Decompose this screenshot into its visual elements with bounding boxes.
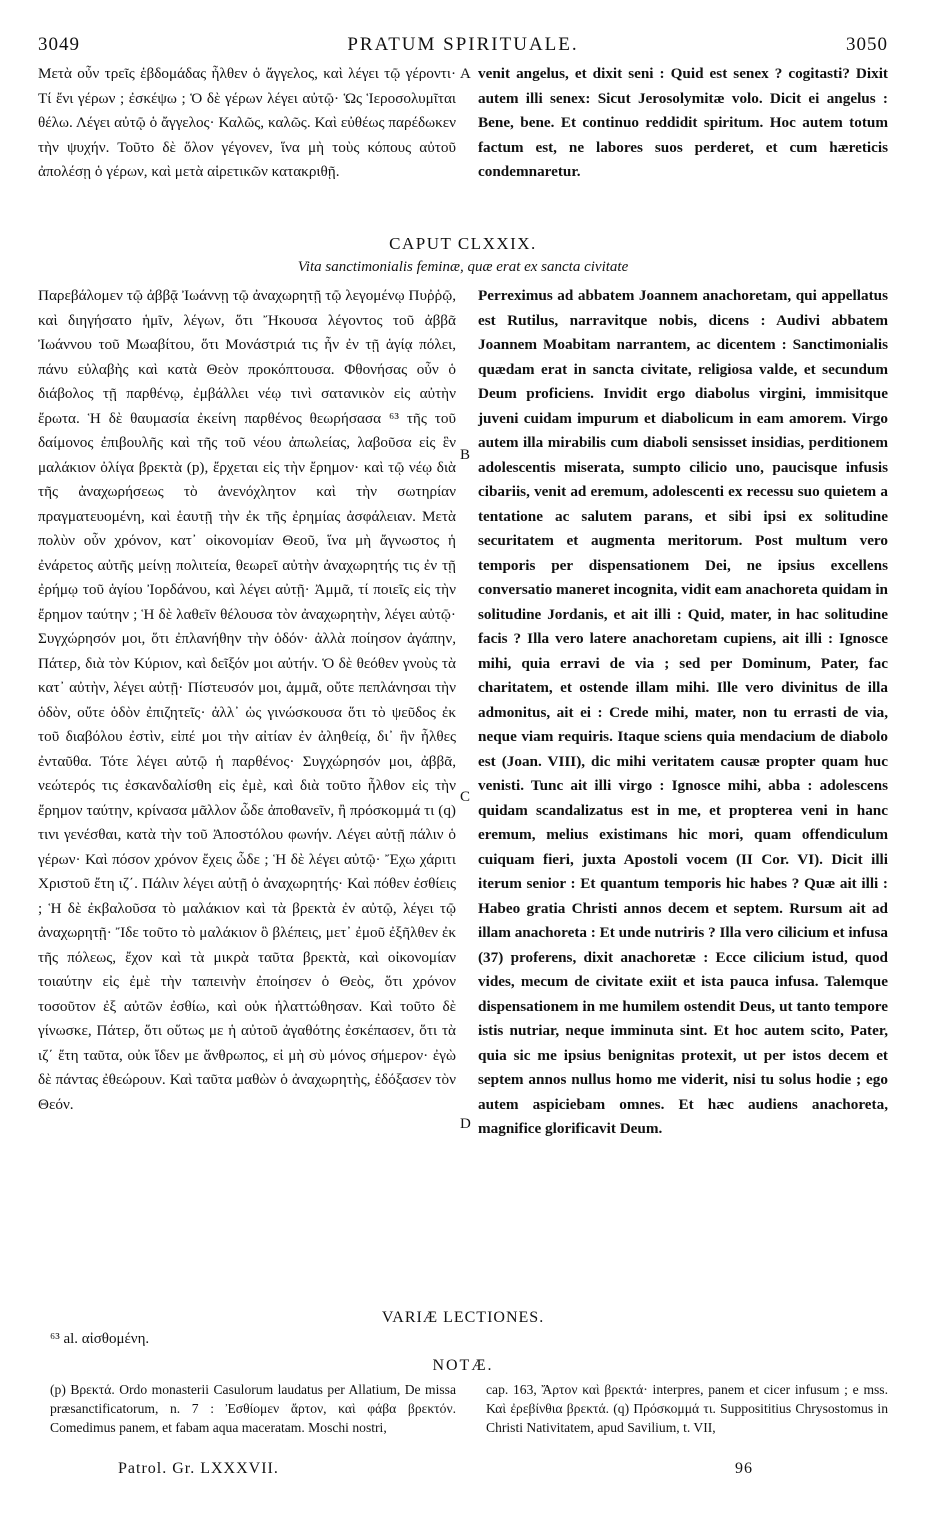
- greek-text-main: Παρεβάλομεν τῷ ἀββᾷ Ἰωάννῃ τῷ ἀναχωρητῇ τῷ λεγομένῳ Πυῤῥῷ, καὶ διηγήσατο ἡμῖν, λέγων, ὅτι Ἤκουσα λέγοντος τοῦ ἀββᾶ Ἰωάννου τοῦ Μωαβίτου, ὅτι Μονάστριά τις ἦν ἐν τῇ ἁγίᾳ πόλει, πάνυ εὐλαβὴς καὶ κατὰ Θεὸν προκόπτουσα. Φθονήσας οὖν ὁ διάβολος τῇ παρθένῳ, ἐμβάλλει νέῳ τινὶ σατανικὸν εἰς αὐτὴν ἔρωτα. Ἡ δὲ θαυμασία ἐκείνη παρθένος θεωρήσασα ⁶³ τῆς τοῦ δαίμονος ἐπιβουλῆς καὶ τῆς τοῦ νέου ἀπωλείας, λαβοῦσα εἰς ἓν μαλάκιον ὀλίγα βρεκτὰ (p), ἔρχεται εἰς τὴν ἔρημον· καὶ τῷ νέῳ διὰ τῆς ἀναχωρήσεως τὸ ἀνενόχλητον καὶ τὴν σωτηρίαν πραγματευομένη, καὶ ἑαυτῇ τὴν ἐκ τῆς ἐρημίας ἀσφάλειαν. Μετὰ πολὺν οὖν χρόνον, κατ᾽ οἰκονομίαν Θεοῦ, ἵνα μὴ ἄγνωστος ἡ ἐνάρετος αὐτῆς μείνῃ πολιτεία, θεωρεῖ αὐτὴν ἀναχωρητής τις ἐν τῇ ἐρήμῳ τοῦ ἁγίου Ἰορδάνου, καὶ λέγει αὐτῇ· Ἀμμᾶ, τί ποιεῖς εἰς τὴν ἔρημον ταύτην ; Ἡ δὲ λαθεῖν θέλουσα τὸν ἀναχωρητὴν, λέγει αὐτῷ· Συγχώρησόν μοι, ὅτι ἐπλανήθην τὴν ὁδόν· ἀλλὰ ποίησον ἀγάπην, Πάτερ, διὰ τὸν Κύριον, καὶ δεῖξόν μοι αὐτήν. Ὁ δὲ θεόθεν γνοὺς τὰ κατ᾽ αὐτὴν, λέγει αὐτῇ· Πίστευσόν μοι, ἀμμᾶ, οὔτε πεπλάνησαι τὴν ὁδὸν, οὔτε ὁδὸν ἐπιζητεῖς· ἀλλ᾽ ὡς γινώσκουσα ὅτι τὸ ψεῦδος ἐκ τοῦ διαβόλου ἐστὶν, εἰπέ μοι τὴν αἰτίαν ἐν ἀληθείᾳ, δι᾽ ἣν ἦλθες ἐνταῦθα. Τότε λέγει αὐτῷ ἡ παρθένος· Συγχώρησόν μοι, ἀββᾶ, νεώτερός τις ἐσκανδαλίσθη εἰς ἐμὲ, καὶ διὰ τοῦτο ἦλθον εἰς τὴν ἔρημον ταύτην, κρίνασα μᾶλλον ὧδε ἀποθανεῖν, ἢ πρόσκομμά τι (q) τινι γενέσθαι, κατὰ τὴν τοῦ Ἀποστόλου φωνήν. Λέγει αὐτῇ πάλιν ὁ γέρων· Καὶ πόσον χρόνον ἔχεις ὧδε ; Ἡ δὲ λέγει αὐτῷ· Ἔχω χάριτι Χριστοῦ ἔτη ιζ΄. Πάλιν λέγει αὐτῇ ὁ ἀναχωρητής· Καὶ πόθεν ἐσθίεις ; Ἡ δὲ ἐκβαλοῦσα τὸ μαλάκιον καὶ τὰ βρεκτὰ ἐν αὐτῷ, λέγει τῷ ἀναχωρητῇ· Ἴδε τοῦτο τὸ μαλάκιον ὃ βλέπεις, μετ᾽ ἐμοῦ ἐξῆλθεν ἐκ τῆς πόλεως, ἔχον καὶ τὰ μικρὰ ταῦτα βρεκτὰ, καὶ οἰκονομίαν τοιαύτην εἰς ἐμὲ τὴν ταπεινὴν ἐποίησεν ὁ Θεὸς, ὅτι χρόνον τοσοῦτον ἐξ αὐτῶν ἐσθίω, καὶ οὐκ ἠλαττώθησαν. Καὶ τοῦτο δὲ γίνωσκε, Πάτερ, ὅτι οὕτως με ἡ αὐτοῦ ἀγαθότης ἐσκέπασεν, ὅτι τὰ ιζ΄ ἔτη ταῦτα, οὐκ ἴδεν με ἄνθρωπος, εἰ μὴ σὺ μόνος σήμερον· ἐγὼ δὲ πάντας ἐθεώρουν. Καὶ ταῦτα μαθὼν ὁ ἀναχωρητὴς, ἐδόξασεν τὸν Θεόν.: [38, 287, 456, 1113]
- latin-text-top: venit angelus, et dixit seni : Quid est senex ? cogitasti? Dixit autem illi senex: Sicut Jerosolymitæ volo. Dicit ei angelus : Bene, bene. Et continuo reddidit spiritum. Hoc autem totum factum est, ne labores suos perderet, et cum hæreticis condemnaretur.: [478, 65, 888, 180]
- footer-gathering-number: 96: [735, 1460, 753, 1477]
- greek-text-top: Μετὰ οὖν τρεῖς ἑβδομάδας ἦλθεν ὁ ἄγγελος, καὶ λέγει τῷ γέροντι· Τί ἔνι γέρων ; ἐσκέψω ; Ὁ δὲ γέρων λέγει αὐτῷ· Ὡς Ἱεροσολυμῖται θέλω. Λέγει αὐτῷ ὁ ἄγγελος· Καλῶς, καλῶς. Καὶ εὐθέως παρέδωκεν τὴν ψυχήν. Τοῦτο δὲ ὅλον γέγονεν, ἵνα μὴ τοὺς κόπους αὐτοῦ ἀπολέσῃ ὁ γέρων, καὶ μετὰ αἱρετικῶν κατακριθῇ.: [38, 65, 456, 180]
- page-number-left: 3049: [38, 34, 80, 55]
- margin-marker-d: D: [460, 1116, 471, 1132]
- notae-heading: NOTÆ.: [432, 1357, 494, 1374]
- chapter-subtitle: Vita sanctimonialis feminæ, quæ erat ex sancta civitate: [297, 259, 629, 275]
- variae-lectiones-heading: VARIÆ LECTIONES.: [381, 1309, 545, 1326]
- margin-marker-c: C: [460, 789, 471, 805]
- footer-signature: Patrol. Gr. LXXXVII.: [118, 1460, 279, 1477]
- running-title: PRATUM SPIRITUALE.: [347, 34, 579, 55]
- footnote-right: cap. 163, Ἄρτον καὶ βρεκτά· interpres, panem et cicer infusum ; e mss. Καὶ ἐρεβίνθια βρεκτά. (q) Πρόσκομμά τι. Supposititius Chrysostomus in Christi Nativitatem, apud Savilium, t. VII,: [486, 1382, 888, 1435]
- running-header: [38, 28, 888, 62]
- page-number-right: 3050: [846, 34, 888, 55]
- margin-marker-a: A: [460, 66, 471, 82]
- footnote-left: (p) Βρεκτά. Ordo monasterii Casulorum laudatus per Allatium, De missa præsanctificatorum, n. 7 : Ἐσθίομεν ἄρτον, καὶ φάβα βρεκτόν. Comedimus panem, et fabam aqua maceratam. Moschi nostri,: [50, 1382, 456, 1435]
- latin-text-main: Perreximus ad abbatem Joannem anachoretam, qui appellatus est Rutilus, narravitque nobis, dicens : Audivi abbatem Joannem Moabitam narrantem, ac dicentem : Sanctimonialis quædam erat in sancta civitate, religiosa valde, et secundum Deum proficiens. Invidit ergo diabolus virgini, immisitque juveni cuidam impurum et diabolicum in eam amorem. Virgo autem illa mirabilis cum diaboli sensisset insidias, perditionem adolescentis miserata, sumpto cilicio uno, paucisque infusis cibariis, venit ad eremum, adolescenti ex recessu suo quietem a tentatione ac salutem parans, et sibi ipsi ex solitudine securitatem et augmenta meritorum. Post multum vero temporis per dispensationem Dei, ne ipsius excellens conversatio maneret incognita, vidit eam anachoreta quidam in solitudine Jordanis, et ait illi : Quid, mater, in hac solitudine facis ? Illa vero latere anachoretam cupiens, ait illi : Ignosce mihi, quia erravi de via ; sed per Dominum, Pater, fac charitatem, et ostende illam mihi. Ille vero divinitus de illa admonitus, ait ei : Crede mihi, mater, non tu errasti de via, neque viam requiris. Itaque sciens quia mendacium de diabolo est (Joan. VIII), dic mihi veritatem causæ propter quam huc venisti. Tunc ait illi virgo : Ignosce mihi, abba : adolescens quidam scandalizatus est in me, et propterea veni in hanc eremum, melius existimans hic mori, quam offendiculum cuiquam fieri, juxta Apostoli vocem (II Cor. VI). Dicit illi iterum senior : Et quantum temporis hic habes ? Quæ ait illi : Habeo gratia Christi annos decem et septem. Rursum ait ad illam anachoreta : Et unde nutriris ? Illa vero cilicium et infusa (37) proferens, dixit anachoretæ : Ecce cilicium istud, quod vides, mecum de civitate exiit et ista pauca infusa. Talemque dispensationem in me humilem ostendit Deus, ut tanto tempore istis nutriar, neque imminuta sint. Et hoc autem scito, Pater, quia sic me ipsius benignitas protexit, ut per istos decem et septem annos nullus homo me viderit, nisi tu solus hodie ; ego autem aspiciebam omnes. Et hæc audiens anachoreta, magnifice glorificavit Deum.: [478, 287, 888, 1137]
- variae-lectiones-note: ⁶³ al. αἰσθομένη.: [50, 1331, 150, 1347]
- chapter-heading: CAPUT CLXXIX.: [389, 234, 537, 253]
- margin-marker-b: B: [460, 447, 471, 463]
